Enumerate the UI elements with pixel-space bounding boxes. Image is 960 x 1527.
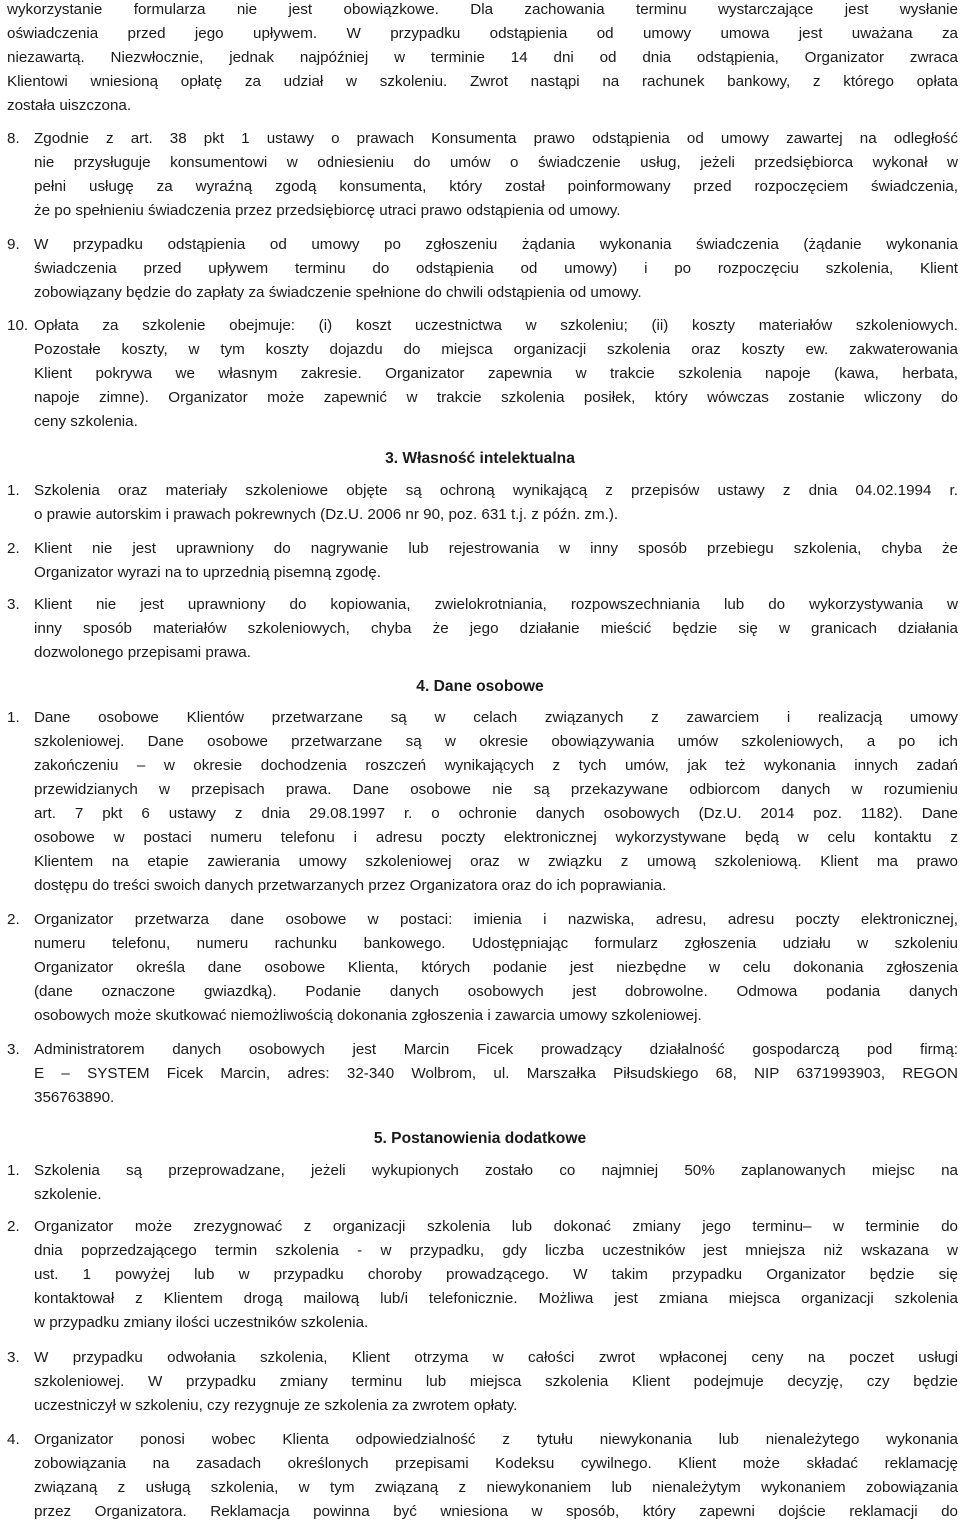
text-line: inny sposób materiałów szkoleniowych, chyba że jego działanie mieścić będzie się w granicach działania — [34, 620, 958, 637]
text-line: pełni usługę za wyraźną zgodą konsumenta, który został poinformowany przed rozpoczęciem świadczenia, — [34, 178, 958, 195]
list-number: 8. — [7, 130, 20, 147]
text-line: Opłata za szkolenie obejmuje: (i) koszt uczestnictwa w szkoleniu; (ii) koszty materiałów szkoleniowych. — [34, 317, 958, 334]
section-heading: 3. Własność intelektualna — [385, 450, 575, 467]
text-line: szkoleniowej. W przypadku zmiany terminu lub miejsca szkolenia Klient podejmuje decyzję, czy będzie — [34, 1373, 958, 1390]
text-line: (dane oznaczone gwiazdką). Podanie danych osobowych jest dobrowolne. Odmowa podania danych — [34, 983, 958, 1000]
text-line: W przypadku odwołania szkolenia, Klient otrzyma w całości zwrot wpłaconej ceny na poczet usługi — [34, 1349, 958, 1366]
text-line: Pozostałe koszty, w tym koszty dojazdu do miejsca organizacji szkolenia oraz koszty ew. zakwaterowania — [34, 341, 958, 358]
text-line: przez Organizatora. Reklamacja powinna być wniesiona w sposób, który zapewni dojście reklamacji do — [34, 1503, 958, 1520]
text-line: uczestniczył w szkoleniu, czy rezygnuje ze szkolenia za zwrotem opłaty. — [34, 1397, 518, 1414]
text-line: świadczenia przed upływem terminu do odstąpienia od umowy) i po rozpoczęciu szkolenia, Klient — [34, 260, 958, 277]
text-line: została uiszczona. — [7, 97, 132, 114]
text-line: W przypadku odstąpienia od umowy po zgłoszeniu żądania wykonania świadczenia (żądanie wykonania — [34, 236, 958, 253]
list-number: 3. — [7, 1349, 20, 1366]
text-line: napoje zimne). Organizator może zapewnić w trakcie szkolenia posiłek, który wówczas zostanie wliczony do — [34, 389, 958, 406]
text-line: osobowych może skutkować niemożliwością dokonania zgłoszenia i zawarcia umowy szkoleniowej. — [34, 1007, 702, 1024]
text-line: dnia poprzedzającego termin szkolenia - w przypadku, gdy liczba uczestników jest mniejsza niż wskazana w — [34, 1242, 958, 1259]
text-line: szkolenie. — [34, 1186, 102, 1203]
text-line: związaną z usługą szkolenia, w tym związaną z niewykonaniem lub nienależytym wykonaniem zobowiązania — [34, 1479, 958, 1496]
text-line: Klientem na etapie zawierania umowy szkoleniowej oraz w związku z umową szkoleniową. Klient ma prawo — [34, 853, 958, 870]
section-heading: 4. Dane osobowe — [416, 678, 544, 695]
list-number: 4. — [7, 1431, 20, 1448]
text-line: Organizator przetwarza dane osobowe w postaci: imienia i nazwiska, adresu, adresu poczty elektronicznej, — [34, 911, 958, 928]
text-line: zobowiązany będzie do zapłaty za świadczenie spełnione do chwili odstąpienia od umowy. — [34, 284, 642, 301]
list-number: 1. — [7, 1162, 20, 1179]
text-line: art. 7 pkt 6 ustawy z dnia 29.08.1997 r. o ochronie danych osobowych (Dz.U. 2014 poz. 1182). Dane — [34, 805, 958, 822]
text-line: Klientowi wniesioną opłatę za udział w szkoleniu. Zwrot nastąpi na rachunek bankowy, z którego opłata — [7, 73, 958, 90]
text-line: Klient nie jest uprawniony do nagrywanie lub rejestrowania w inny sposób przebiegu szkolenia, chyba że — [34, 540, 958, 557]
section-heading: 5. Postanowienia dodatkowe — [373, 1130, 587, 1147]
text-line: Organizator określa dane osobowe Klienta, których podanie jest niezbędne w celu dokonania zgłoszenia — [34, 959, 958, 976]
text-line: Klient nie jest uprawniony do kopiowania, zwielokrotniania, rozpowszechniania lub do wykorzystywania w — [34, 596, 958, 613]
text-line: Szkolenia są przeprowadzane, jeżeli wykupionych zostało co najmniej 50% zaplanowanych miejsc na — [34, 1162, 958, 1179]
text-line: nie przysługuje konsumentowi w odniesieniu do umów o świadczenie usług, jeżeli przedsiębiorca wykonał w — [34, 154, 958, 171]
text-line: Organizator wyrazi na to uprzednią pisemną zgodę. — [34, 564, 381, 581]
list-number: 2. — [7, 911, 20, 928]
text-line: że po spełnieniu świadczenia przez przedsiębiorcę utraci prawo odstąpienia od umowy. — [34, 202, 621, 219]
text-line: E – SYSTEM Ficek Marcin, adres: 32-340 Wolbrom, ul. Marszałka Piłsudskiego 68, NIP 6371993903, REGON — [34, 1065, 958, 1082]
text-line: dostępu do treści swoich danych przetwarzanych przez Organizatora oraz do ich poprawiania. — [34, 877, 667, 894]
text-line: Szkolenia oraz materiały szkoleniowe objęte są ochroną wynikającą z przepisów ustawy z dnia 04.02.1994 r. — [34, 482, 958, 499]
text-line: wykorzystanie formularza nie jest obowiązkowe. Dla zachowania terminu wystarczające jest wysłanie — [7, 1, 958, 18]
list-number: 10. — [7, 317, 29, 334]
text-line: w przypadku zmiany ilości uczestników szkolenia. — [34, 1314, 369, 1331]
text-line: numeru telefonu, numeru rachunku bankowego. Udostępniając formularz zgłoszenia udziału w szkoleniu — [34, 935, 958, 952]
list-number: 2. — [7, 540, 20, 557]
text-line: dozwolonego przepisami prawa. — [34, 644, 251, 661]
text-line: zobowiązania na zasadach określonych przepisami Kodeksu cywilnego. Klient może składać reklamację — [34, 1455, 958, 1472]
text-line: ust. 1 powyżej lub w przypadku choroby prowadzącego. W takim przypadku Organizator będzie się — [34, 1266, 958, 1283]
text-line: Organizator może zrezygnować z organizacji szkolenia lub dokonać zmiany jego terminu– w terminie do — [34, 1218, 958, 1235]
text-line: Dane osobowe Klientów przetwarzane są w celach związanych z zawarciem i realizacją umowy — [34, 709, 958, 726]
text-line: szkoleniowej. Dane osobowe przetwarzane są w okresie obowiązywania umów szkoleniowych, a po ich — [34, 733, 958, 750]
text-line: osobowe w postaci numeru telefonu i adresu poczty elektronicznej wykorzystywane będą w celu kontaktu z — [34, 829, 958, 846]
list-number: 1. — [7, 709, 20, 726]
list-number: 3. — [7, 1041, 20, 1058]
text-line: niezawartą. Niezwłocznie, jednak najpóźniej w terminie 14 dni od dnia odstąpienia, Organizator zwraca — [7, 49, 958, 66]
text-line: oświadczenia przed jego upływem. W przypadku odstąpienia od umowy umowa jest uważana za — [7, 25, 958, 42]
text-line: przewidzianych w przepisach prawa. Dane osobowe nie są przekazywane odbiorcom danych w rozumieniu — [34, 781, 958, 798]
list-number: 9. — [7, 236, 20, 253]
text-line: ceny szkolenia. — [34, 413, 138, 430]
list-number: 1. — [7, 482, 20, 499]
text-line: 356763890. — [34, 1089, 115, 1106]
text-line: kontaktował z Klientem drogą mailową lub/i telefonicznie. Możliwa jest zmiana miejsca organizacji szkolenia — [34, 1290, 958, 1307]
text-line: Zgodnie z art. 38 pkt 1 ustawy o prawach Konsumenta prawo odstąpienia od umowy zawartej na odległość — [34, 130, 958, 147]
text-line: Klient pokrywa we własnym zakresie. Organizator zapewnia w trakcie szkolenia napoje (kawa, herbata, — [34, 365, 958, 382]
text-line: Administratorem danych osobowych jest Marcin Ficek prowadzący działalność gospodarczą pod firmą: — [34, 1041, 958, 1058]
text-line: o prawie autorskim i prawach pokrewnych (Dz.U. 2006 nr 90, poz. 631 t.j. z późn. zm.). — [34, 506, 619, 523]
list-number: 3. — [7, 596, 20, 613]
text-line: zakończeniu – w okresie dochodzenia roszczeń wynikających z tych umów, jak też wykonania innych zadań — [34, 757, 958, 774]
list-number: 2. — [7, 1218, 20, 1235]
text-line: Organizator ponosi wobec Klienta odpowiedzialność z tytułu niewykonania lub nienależytego wykonania — [34, 1431, 958, 1448]
